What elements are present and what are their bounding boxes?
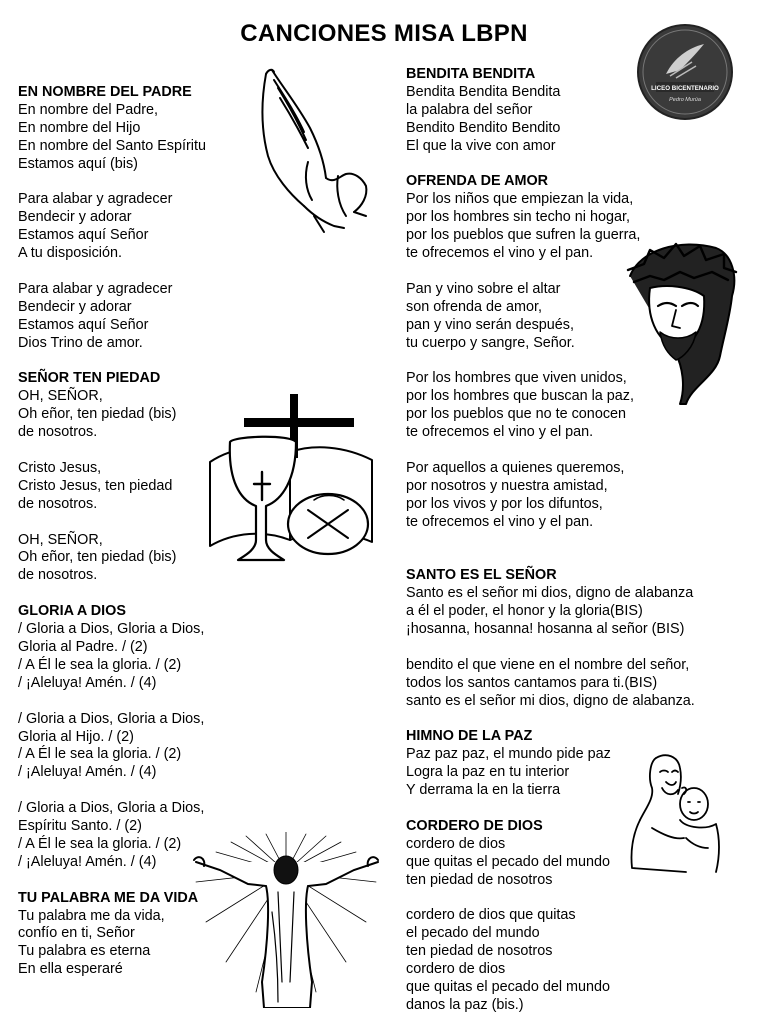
lyric-line: Estamos aquí (bis) [18,155,138,172]
lyric-line: te ofrecemos el vino y el pan. [406,424,594,441]
lyric-line: Bendecir y adorar [18,209,132,226]
lyric-line: ten piedad de nosotros [406,943,553,960]
lyric-line: Tu palabra es eterna [18,943,151,960]
song-senor-ten-piedad [18,370,258,585]
stanza [18,460,258,514]
song-title: SANTO ES EL SEÑOR [406,567,557,584]
song-title: OFRENDA DE AMOR [406,173,549,190]
song-en-nombre-del-padre [18,84,258,353]
lyric-line: Santo es el señor mi dios, digno de alabanza [406,585,694,602]
lyric-line: En ella esperaré [18,961,123,978]
lyric-line: Oh eñor, ten piedad (bis) [18,549,177,566]
stanza [18,388,258,442]
lyric-line: / Gloria a Dios, Gloria a Dios, [18,621,205,638]
stanza [18,102,258,174]
lyric-line: de nosotros. [18,495,98,512]
lyric-line: el pecado del mundo [406,925,540,942]
lyric-line: / A Él le sea la gloria. / (2) [18,746,182,763]
lyric-line: por nosotros y nuestra amistad, [406,477,608,494]
lyric-line: ¡hosanna, hosanna! hosanna al señor (BIS) [406,621,685,638]
song-santo-es-el-senor [406,567,746,710]
lyric-line: Por aquellos a quienes queremos, [406,459,625,476]
lyric-line: santo es el señor mi dios, digno de alabanza. [406,692,695,709]
lyric-line: cordero de dios que quitas [406,907,576,924]
lyric-line: son ofrenda de amor, [406,298,543,315]
lyric-line: que quitas el pecado del mundo [406,853,611,870]
lyric-line: que quitas el pecado del mundo [406,979,611,996]
lyric-line: Oh eñor, ten piedad (bis) [18,406,177,423]
logo-subtitle: Pedro Murúa [669,97,701,103]
lyric-line: En nombre del Hijo [18,119,141,136]
page-title: CANCIONES MISA LBPN [240,20,528,47]
lyric-line: tu cuerpo y sangre, Señor. [406,334,575,351]
stanza [406,84,746,156]
lyric-line: te ofrecemos el vino y el pan. [406,513,594,530]
song-tu-palabra-me-da-vida [18,890,258,980]
lyric-line: Por los hombres que viven unidos, [406,370,627,387]
stanza [406,836,746,890]
lyric-line: A tu disposición. [18,245,122,262]
lyric-line: Estamos aquí Señor [18,227,149,244]
lyric-line: El que la vive con amor [406,137,556,154]
song-title: GLORIA A DIOS [18,603,126,620]
song-bendita-bendita [406,66,746,156]
lyric-line: danos la paz (bis.) [406,996,524,1013]
lyric-line: de nosotros. [18,424,98,441]
stanza [406,907,746,1014]
lyric-line: Cristo Jesus, ten piedad [18,477,173,494]
stanza [406,281,746,353]
stanza [18,621,258,693]
lyric-line: por los pueblos que no te conocen [406,406,627,423]
lyric-line: Dios Trino de amor. [18,334,143,351]
lyric-line: Logra la paz en tu interior [406,764,570,781]
lyric-line: / ¡Aleluya! Amén. / (4) [18,853,157,870]
stanza [406,370,746,442]
lyric-line: / A Él le sea la gloria. / (2) [18,656,182,673]
stanza [18,532,258,586]
stanza [406,460,746,532]
lyric-line: de nosotros. [18,567,98,584]
lyric-line: / A Él le sea la gloria. / (2) [18,835,182,852]
song-title: SEÑOR TEN PIEDAD [18,370,161,387]
lyric-line: Espíritu Santo. / (2) [18,818,142,835]
lyric-line: cordero de dios [406,961,506,978]
lyric-line: En nombre del Padre, [18,101,158,118]
logo-name: LICEO BICENTENARIO [651,85,719,92]
lyric-line: te ofrecemos el vino y el pan. [406,245,594,262]
stanza [406,191,746,263]
song-title: TU PALABRA ME DA VIDA [18,889,199,906]
stanza [406,585,746,639]
lyric-line: OH, SEÑOR, [18,531,103,548]
stanza [18,711,258,783]
lyric-line: En nombre del Santo Espíritu [18,137,206,154]
lyric-line: Gloria al Hijo. / (2) [18,728,134,745]
lyric-line: confío en ti, Señor [18,925,135,942]
stanza [18,191,258,263]
lyric-line: Bendito Bendito Bendito [406,119,561,136]
song-ofrenda-de-amor [406,173,746,531]
lyric-line: / ¡Aleluya! Amén. / (4) [18,674,157,691]
lyric-line: / Gloria a Dios, Gloria a Dios, [18,800,205,817]
lyric-line: cordero de dios [406,835,506,852]
lyric-line: por los vivos y por los difuntos, [406,495,603,512]
stanza [18,908,258,980]
lyric-line: a él el poder, el honor y la gloria(BIS) [406,603,643,620]
lyric-line: Paz paz paz, el mundo pide paz [406,746,611,763]
lyric-line: ten piedad de nosotros [406,871,553,888]
song-cordero-de-dios [406,818,746,1015]
lyric-line: por los pueblos que sufren la guerra, [406,227,641,244]
song-himno-de-la-paz [406,728,746,800]
lyric-line: por los hombres que buscan la paz, [406,388,634,405]
lyric-line: Tu palabra me da vida, [18,907,165,924]
lyric-line: todos los santos cantamos para ti.(BIS) [406,674,658,691]
right-column [406,66,746,1015]
praying-hands-illustration [254,66,374,236]
lyric-line: / ¡Aleluya! Amén. / (4) [18,764,157,781]
lyric-line: Por los niños que empiezan la vida, [406,191,634,208]
lyric-line: Para alabar y agradecer [18,191,173,208]
lyric-line: Gloria al Padre. / (2) [18,639,148,655]
song-title: HIMNO DE LA PAZ [406,728,533,745]
left-column [18,84,258,979]
stanza [18,800,258,872]
stanza [406,746,746,800]
lyric-line: pan y vino serán después, [406,316,575,333]
lyric-line: Bendecir y adorar [18,298,132,315]
lyric-line: Bendita Bendita Bendita [406,83,561,100]
lyric-line: bendito el que viene en el nombre del señor, [406,656,690,673]
song-title: EN NOMBRE DEL PADRE [18,84,192,100]
lyric-line: Para alabar y agradecer [18,280,173,297]
lyric-line: OH, SEÑOR, [18,388,103,405]
song-gloria-a-dios [18,603,258,872]
lyric-line: Estamos aquí Señor [18,316,149,333]
song-title: BENDITA BENDITA [406,66,536,82]
lyric-line: Y derrama la en la tierra [406,782,561,799]
lyric-line: Cristo Jesus, [18,459,102,476]
lyric-line: / Gloria a Dios, Gloria a Dios, [18,710,205,727]
lyric-line: Pan y vino sobre el altar [406,280,561,297]
song-title: CORDERO DE DIOS [406,817,543,834]
lyric-line: por los hombres sin techo ni hogar, [406,209,630,226]
stanza [18,281,258,353]
stanza [406,657,746,711]
lyric-line: la palabra del señor [406,101,533,118]
